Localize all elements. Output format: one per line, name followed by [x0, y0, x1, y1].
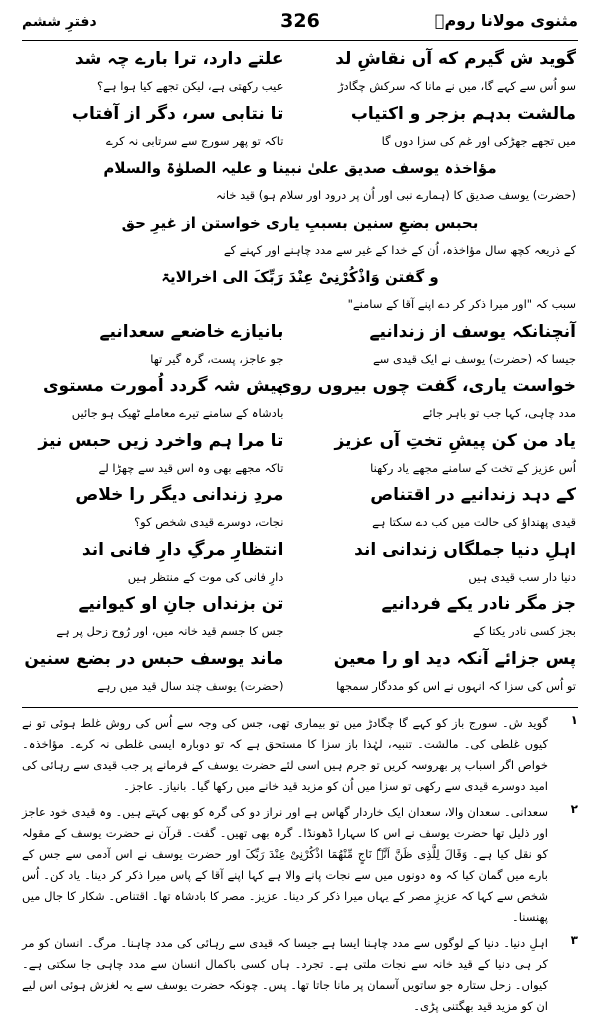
hemistich-right: یاد من کن پیشِ تختِ آں عزیز [334, 430, 576, 451]
hemistich-right: پس جزائے آنکہ دید او را معین [333, 648, 576, 669]
hemistich-right: میں تجھے جھڑکی اور غم کی سزا دوں گا [381, 133, 576, 148]
verse-couplet [24, 482, 576, 509]
heading-row [24, 291, 576, 318]
hemistich-right: تو اُس کی سزا کہ انہوں نے اس کو مددگار سمجھا [336, 678, 576, 693]
footnote-text: گوید ش۔ سورج باز کو کہے گا چگادڑ میں تو بیماری تھی، جس کی وجہ سے اُس کی روش غلط ہوئی تو نے کیوں غلطی کی۔ مالشت۔ تنبیہ، لہٰذا باز سزا کا مستحق ہے کہ تو دوبارہ ایسی غلطی نہ کرے۔ مؤاخذہ۔ خواص اگر اسباب پر بھروسہ کریں تو جرم ہیں اسی لئے حضرت یوسف کے فرمانے پر جب قیدی سے رہائی کی امید دوسرے قیدی سے رکھی تو سزا میں اُن کو مزید قید خانے میں رکھا گیا۔ بانیاز۔ عاجز۔ [22, 716, 548, 793]
heading-row [24, 155, 576, 182]
hemistich-left: انتظارِ مرگِ دارِ فانی اند [81, 539, 284, 560]
volume-title: دفترِ ششم [22, 14, 97, 30]
heading-translation: سبب کہ "اور میرا ذکر کر دے اپنے آقا کے سامنے" [347, 297, 576, 312]
hemistich-left: بادشاہ کے سامنے تیرے معاملے ٹھیک ہو جائیں [71, 406, 284, 421]
hemistich-left: (حضرت) یوسف چند سال قید میں رہے [97, 678, 284, 693]
hemistich-left: تن بزنداں جانِ او کیوانیے [78, 594, 284, 614]
hemistich-left: دارِ فانی کی موت کے منتظر ہیں [127, 569, 284, 584]
translation-couplet [24, 400, 576, 427]
verse-couplet [24, 646, 576, 673]
hemistich-right: گوید ش گیرم که آں نقاشِ لد [335, 49, 576, 69]
hemistich-right: اُس عزیز کے تخت کے سامنے مجھے یاد رکھنا [370, 460, 576, 475]
section-heading: و گفتن وَاذْکُرْنِیْ عِنْدَ رَبِّکَ الی اخرالایۃ [161, 268, 439, 286]
hemistich-right: بجز کسی نادر یکتا کے [472, 624, 576, 639]
hemistich-left: تاکہ مجھے بھی وہ اس قید سے چھڑا لے [98, 460, 284, 475]
hemistich-right: خواست یاری، گفت چوں بیروں روی [275, 376, 576, 396]
hemistich-left: تاکہ تو پھر سورج سے سرتابی نہ کرے [106, 133, 284, 148]
translation-couplet [24, 564, 576, 591]
translation-couplet [24, 455, 576, 482]
heading-row [24, 264, 576, 291]
verse-body [24, 46, 576, 700]
footnote-number: ۳ [570, 933, 578, 947]
verse-couplet [24, 591, 576, 618]
translation-couplet [24, 128, 576, 155]
hemistich-left: جو عاجز، پست، گرہ گیر تھا [150, 351, 284, 366]
heading-row [24, 182, 576, 209]
verse-couplet [24, 101, 576, 128]
hemistich-left: پیش شہ گردد اُمورت مستوی [42, 376, 284, 396]
hemistich-left: تا مرا ہم واخرد زیں حبس نیز [38, 430, 284, 451]
section-heading: مؤاخذہ یوسف صدیق علیٰ نبینا و علیہ الصلوٰۃ والسلام [103, 159, 497, 177]
book-title: مثنوی مولانا رومؒ [434, 11, 578, 30]
hemistich-right: مالشت بدہم بزجر و اکتیاب [350, 103, 576, 124]
translation-couplet [24, 509, 576, 536]
verse-couplet [24, 537, 576, 564]
translation-couplet [24, 618, 576, 645]
verse-couplet [24, 428, 576, 455]
footnote [22, 933, 578, 1017]
footnote-divider [22, 707, 578, 708]
hemistich-right: سو اُس سے کہے گا، میں نے مانا کہ سرکش چگادڑ [337, 79, 576, 94]
footnote [22, 713, 578, 797]
verse-couplet [24, 46, 576, 73]
translation-couplet [24, 673, 576, 700]
page-header [22, 6, 578, 41]
hemistich-right: دنیا دار سب قیدی ہیں [468, 569, 576, 584]
hemistich-left: مردِ زندانی دیگر را خلاص [75, 485, 284, 505]
heading-translation: (حضرت) یوسف صدیق کا (ہمارے نبی اور اُن پر درود اور سلام ہو) قید خانہ [215, 188, 576, 203]
hemistich-right: اہلِ دنیا جملگاں زندانی اند [354, 539, 576, 560]
verse-couplet [24, 319, 576, 346]
page-number: 326 [280, 10, 320, 32]
hemistich-left: علتے دارد، ترا بارے چہ شد [74, 49, 284, 69]
verse-couplet [24, 373, 576, 400]
footnote-number: ۱ [570, 713, 578, 727]
hemistich-left: ماند یوسف حبس در بضع سنین [24, 648, 284, 669]
hemistich-left: تا نتابی سر، دگر از آفتاب [71, 103, 284, 124]
hemistich-right: مدد چاہی، کہا جب تو باہر جائے [422, 406, 576, 421]
hemistich-right: جز مگر نادر یکے فردانیے [381, 594, 576, 614]
heading-translation: کے ذریعہ کچھ سال مؤاخذہ، اُن کے خدا کے غیر سے مدد چاہنے اور کہنے کے [223, 242, 576, 257]
hemistich-right: قیدی پھنداؤ کی حالت میں کب دے سکتا ہے [372, 515, 576, 530]
footnote [22, 802, 578, 928]
hemistich-left: نجات، دوسرے قیدی شخص کو؟ [134, 515, 284, 530]
hemistich-right: آنچنانکہ یوسف از زندانیے [369, 321, 576, 342]
hemistich-left: بانیازے خاضعے سعدانیے [99, 321, 284, 342]
translation-couplet [24, 73, 576, 100]
footnote-text: سعدانی۔ سعدان والا، سعدان ایک خاردار گھاس ہے اور نراز دو کی گرہ کو بھی کہتے ہیں۔ وہ قیدی خود عاجز اور ذلیل تھا حضرت یوسف نے اس کا سہارا ڈھونڈا۔ گرہ بھی تھیں۔ گفت۔ قرآن نے حضرت یوسف کے مقولہ کو نقل کیا ہے۔ وَقَالَ لِلَّذِی ظَنَّ اَنَّہٗ نَاجٍ مِّنْھُمَا اذْکُرْنِیْ عِنْدَ رَبِّکَ اور حضرت یوسف نے اس آدمی سے جس کے بارے میں گمان کیا کہ وہ دونوں میں سے نجات پانے والا ہے کہا اپنے آقا کے پاس میرا ذکر کر دینا۔ یاد کن۔ اُس شخص سے کہا کہ عزیزِ مصر کے یہاں میرا ذکر کر دینا۔ عزیز۔ مصر کا بادشاہ تھا۔ اقتناص۔ شکار کا جال میں پھنسنا۔ [22, 805, 548, 924]
section-heading: بحبس بضعِ سنین بسببِ یاری خواستن از غیرِ حق [121, 213, 479, 232]
heading-row [24, 210, 576, 237]
footnotes [22, 713, 578, 1022]
hemistich-right: جیسا کہ (حضرت) یوسف نے ایک قیدی سے [372, 351, 576, 366]
hemistich-left: عیب رکھتی ہے، لیکن تجھے کیا ہوا ہے؟ [97, 79, 284, 94]
hemistich-left: جس کا جسم قید خانہ میں، اور رُوح زحل پر ہے [56, 624, 284, 639]
footnote-number: ۲ [570, 802, 578, 816]
translation-couplet [24, 346, 576, 373]
heading-row [24, 237, 576, 264]
hemistich-right: کے دہد زندانیے در اقتناص [370, 485, 576, 505]
footnote-text: اہلِ دنیا۔ دنیا کے لوگوں سے مدد چاہنا ایسا ہے جیسا کہ قیدی سے رہائی کی مدد چاہنا۔ مرگ۔ انسان کو مر کر ہی دنیا کے قید خانہ سے نجات ملتی ہے۔ تجرد۔ ہاں کسی باکمال انسان سے مدد چاہی جا سکتی ہے۔ کیواں۔ زحل ستارہ جو ساتویں آسمان پر مانا جاتا تھا۔ پس۔ چونکہ حضرت یوسف سے یہ لغزش ہوئی اس لیے ان کو مزید قید بھگتنی پڑی۔ [22, 936, 548, 1013]
